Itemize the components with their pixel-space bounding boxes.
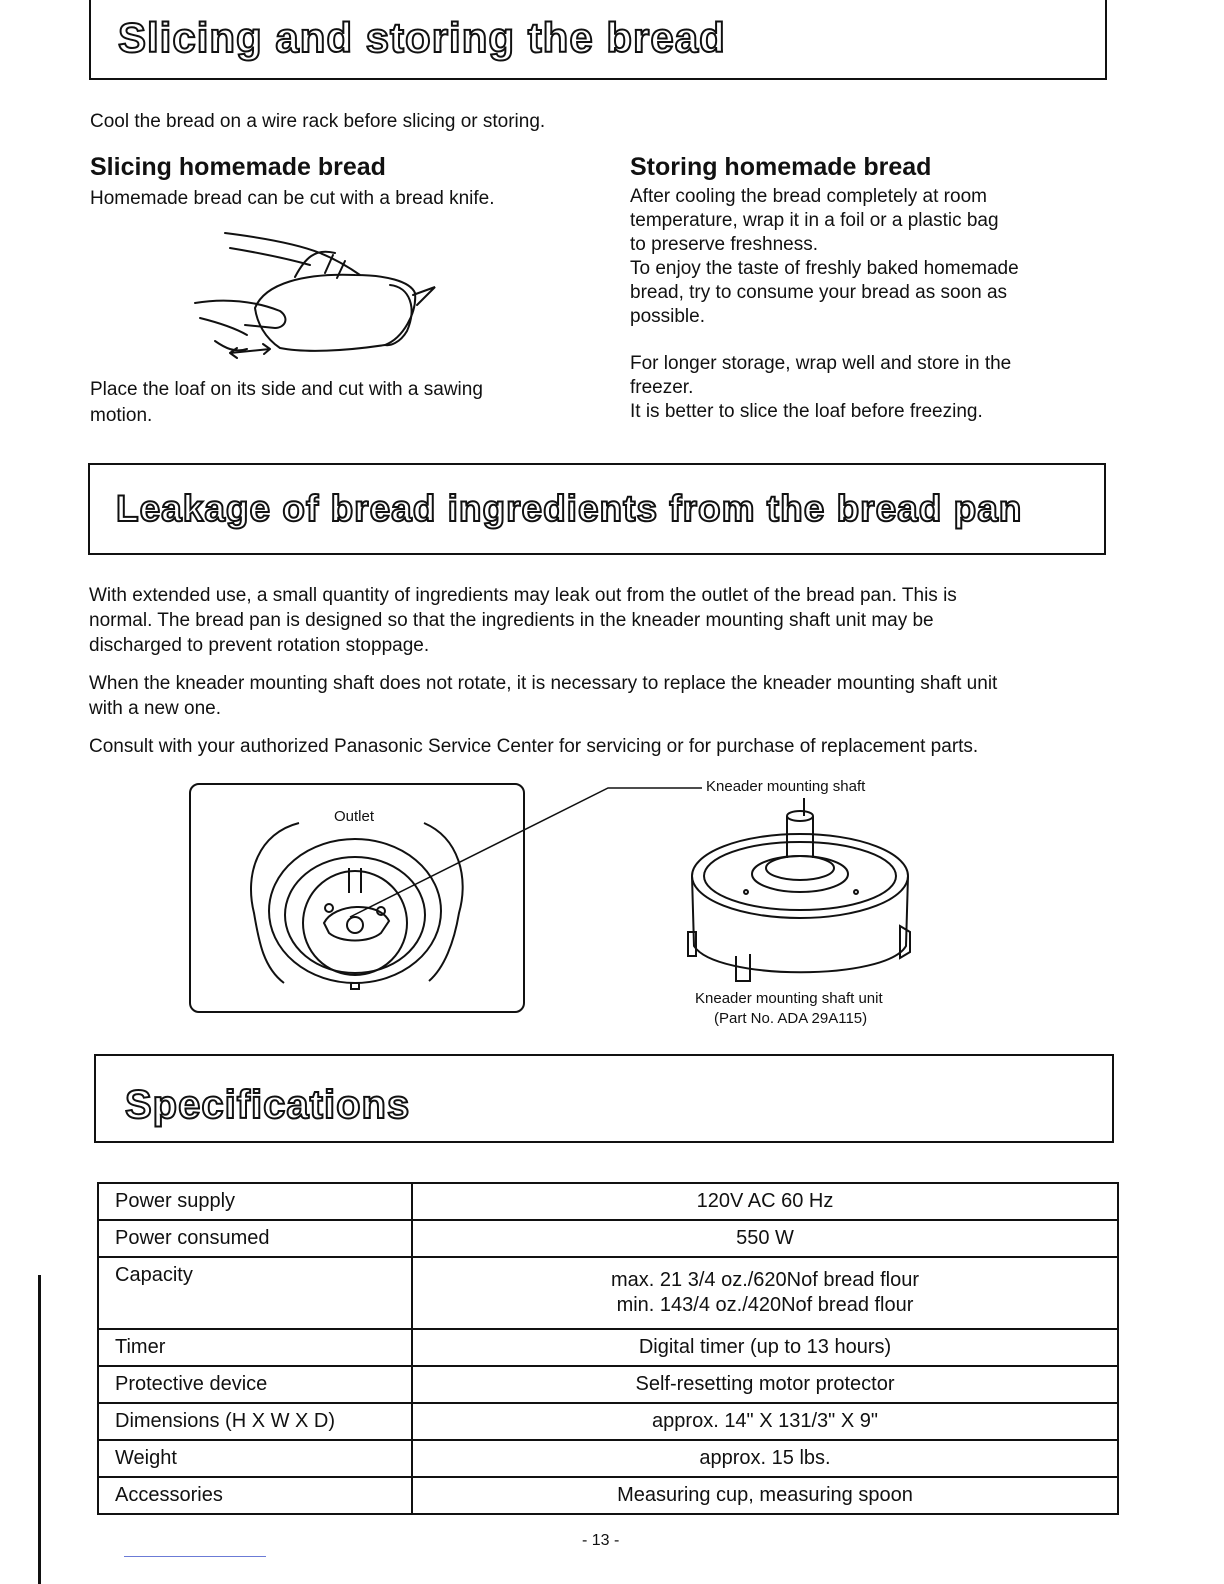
spec-value: approx. 15 lbs. [412, 1440, 1118, 1477]
spec-value: 550 W [412, 1220, 1118, 1257]
spec-value: 120V AC 60 Hz [412, 1183, 1118, 1220]
spec-label: Capacity [98, 1257, 412, 1329]
leakage-para3: Consult with your authorized Panasonic Service Center for servicing or for purchase of replacement parts. [89, 736, 979, 757]
slicing-heading: Slicing homemade bread [90, 153, 386, 181]
storing-para2-line3: It is better to slice the loaf before freezing. [630, 401, 983, 422]
section-title-slicing-storing: Slicing and storing the bread [118, 14, 726, 61]
section-title-specifications: Specifications [125, 1083, 411, 1127]
section-title-leakage: Leakage of bread ingredients from the bread pan [116, 488, 1023, 529]
leakage-para1-line2: normal. The bread pan is designed so that the ingredients in the kneader mounting shaft unit may be [89, 610, 934, 631]
spec-label: Power supply [98, 1183, 412, 1220]
storing-para1-line3: to preserve freshness. [630, 234, 818, 255]
spec-label: Weight [98, 1440, 412, 1477]
leakage-para1-line1: With extended use, a small quantity of ingredients may leak out from the outlet of the bread pan. This is [89, 585, 957, 606]
storing-para1-line6: possible. [630, 306, 705, 327]
leakage-para2-line2: with a new one. [89, 698, 222, 719]
outlet-label: Outlet [334, 808, 375, 825]
kneader-unit-label: Kneader mounting shaft unit [695, 990, 883, 1007]
kneader-shaft-unit-illustration [686, 796, 916, 991]
spec-label: Timer [98, 1329, 412, 1366]
storing-para2-line1: For longer storage, wrap well and store in the [630, 353, 1012, 374]
storing-para2-line2: freezer. [630, 377, 694, 398]
spec-value: approx. 14" X 131/3" X 9" [412, 1403, 1118, 1440]
leakage-para2-line1: When the kneader mounting shaft does not rotate, it is necessary to replace the kneader mounting shaft unit [89, 673, 998, 694]
spec-label: Protective device [98, 1366, 412, 1403]
specifications-table [97, 1182, 1119, 1515]
table-row [98, 1329, 1118, 1366]
table-row [98, 1183, 1118, 1220]
bread-slicing-illustration [185, 213, 445, 368]
slicing-text: Homemade bread can be cut with a bread knife. [90, 188, 495, 209]
spec-value: max. 21 3/4 oz./620Nof bread flour min. 143/4 oz./420Nof bread flour [412, 1257, 1118, 1329]
storing-para1-line2: temperature, wrap it in a foil or a plastic bag [630, 210, 999, 231]
scan-edge-line [38, 1275, 41, 1584]
kneader-part-number: (Part No. ADA 29A115) [714, 1010, 868, 1027]
kneader-shaft-label: Kneader mounting shaft [706, 778, 866, 795]
slicing-caption-line1: Place the loaf on its side and cut with a sawing [90, 379, 483, 400]
table-row [98, 1477, 1118, 1514]
leakage-para1-line3: discharged to prevent rotation stoppage. [89, 635, 430, 656]
table-row [98, 1220, 1118, 1257]
spec-value: Measuring cup, measuring spoon [412, 1477, 1118, 1514]
spec-label: Power consumed [98, 1220, 412, 1257]
spec-label: Dimensions (H X W X D) [98, 1403, 412, 1440]
storing-para1-line1: After cooling the bread completely at room [630, 186, 987, 207]
table-row [98, 1257, 1118, 1329]
scan-underline [124, 1556, 266, 1557]
storing-para1-line4: To enjoy the taste of freshly baked homemade [630, 258, 1019, 279]
table-row [98, 1366, 1118, 1403]
slicing-caption-line2: motion. [90, 405, 153, 426]
shaft-leader-line [340, 782, 710, 922]
table-row [98, 1440, 1118, 1477]
storing-para1-line5: bread, try to consume your bread as soon as [630, 282, 1008, 303]
intro-text: Cool the bread on a wire rack before slicing or storing. [90, 111, 546, 132]
spec-value: Self-resetting motor protector [412, 1366, 1118, 1403]
spec-value: Digital timer (up to 13 hours) [412, 1329, 1118, 1366]
storing-heading: Storing homemade bread [630, 153, 932, 181]
spec-label: Accessories [98, 1477, 412, 1514]
page-number: - 13 - [582, 1532, 620, 1549]
table-row [98, 1403, 1118, 1440]
